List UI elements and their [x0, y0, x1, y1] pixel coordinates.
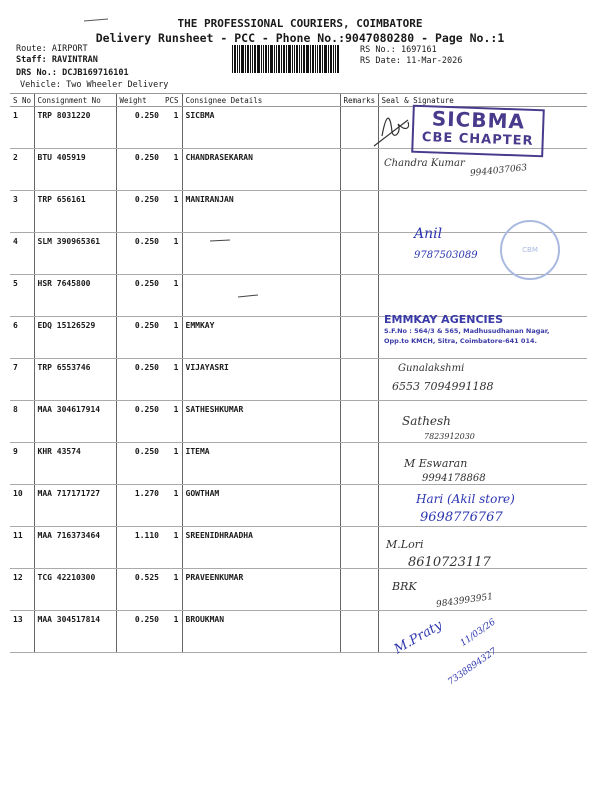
- barcode-bar: [299, 45, 300, 73]
- cell-pcs: 1: [162, 527, 182, 569]
- barcode-bar: [315, 45, 316, 73]
- barcode-bar: [261, 45, 262, 73]
- signature-row4-name: Anil: [414, 226, 443, 242]
- cell-consignment-no: TRP 656161: [34, 191, 116, 233]
- dash-mark-row5: [228, 292, 268, 302]
- cell-consignment-no: MAA 304617914: [34, 401, 116, 443]
- signature-row9-phone: 9994178868: [422, 473, 486, 484]
- rs-date-field: [360, 56, 462, 66]
- cell-consignment-no: EDQ 15126529: [34, 317, 116, 359]
- cell-sno: 5: [10, 275, 34, 317]
- table-row: [10, 569, 587, 611]
- sicbma-stamp: [411, 105, 545, 158]
- cell-weight: 0.250: [116, 317, 162, 359]
- dash-mark-top: [82, 16, 112, 24]
- barcode-bar: [328, 45, 329, 73]
- cell-weight: 0.250: [116, 107, 162, 149]
- sicbma-stamp-line2: CBE CHAPTER: [421, 130, 534, 149]
- cell-pcs: 1: [162, 275, 182, 317]
- barcode-bar: [322, 45, 323, 73]
- cell-weight: 0.250: [116, 275, 162, 317]
- cell-consignment-no: TCG 42210300: [34, 569, 116, 611]
- emmkay-stamp: [384, 313, 550, 346]
- vehicle-field: [20, 80, 168, 90]
- emmkay-stamp-name: EMMKAY AGENCIES: [384, 313, 504, 326]
- barcode-bar: [254, 45, 256, 73]
- runsheet-subtitle: Delivery Runsheet - PCC - Phone No.:9047080280 - Page No.:1: [95, 31, 505, 45]
- cell-consignee: BROUKMAN: [182, 611, 340, 653]
- cell-consignment-no: KHR 43574: [34, 443, 116, 485]
- runsheet-table: [10, 93, 587, 653]
- table-row: [10, 359, 587, 401]
- vehicle-label: Vehicle:: [20, 80, 61, 90]
- cell-pcs: 1: [162, 107, 182, 149]
- cell-consignment-no: BTU 405919: [34, 149, 116, 191]
- cell-remarks: [340, 485, 378, 527]
- cell-sno: 10: [10, 485, 34, 527]
- cell-consignee: PRAVEENKUMAR: [182, 569, 340, 611]
- cell-sno: 4: [10, 233, 34, 275]
- barcode-bar: [310, 45, 311, 73]
- signature-row1-scribble: [370, 104, 414, 150]
- signature-row13-phone: 7338894327: [446, 646, 499, 688]
- barcode-bar: [276, 45, 277, 73]
- cell-remarks: [340, 527, 378, 569]
- cell-remarks: [340, 443, 378, 485]
- col-pcs: PCS: [162, 94, 182, 107]
- staff-field: [16, 55, 98, 65]
- cell-consignee: SREENIDHRAADHA: [182, 527, 340, 569]
- rs-no-label: RS No.:: [360, 45, 396, 55]
- vehicle-value: Two Wheeler Delivery: [66, 80, 169, 90]
- barcode-bar: [294, 45, 295, 73]
- table-row: [10, 275, 587, 317]
- rs-date-value: 11-Mar-2026: [406, 56, 463, 66]
- route-label: Route:: [16, 44, 47, 54]
- signature-row12-name: BRK: [392, 580, 417, 593]
- cell-sno: 9: [10, 443, 34, 485]
- barcode-bar: [247, 45, 249, 73]
- emmkay-stamp-address2: Opp.to KMCH, Sitra, Coimbatore-641 014.: [384, 337, 537, 345]
- signature-row10-name: Hari (Akil store): [416, 492, 515, 506]
- cell-remarks: [340, 191, 378, 233]
- cell-pcs: 1: [162, 611, 182, 653]
- barcode-bar: [263, 45, 264, 73]
- cell-weight: 0.525: [116, 569, 162, 611]
- cell-weight: 0.250: [116, 149, 162, 191]
- cell-consignment-no: TRP 6553746: [34, 359, 116, 401]
- cell-pcs: 1: [162, 191, 182, 233]
- cell-remarks: [340, 233, 378, 275]
- barcode-bar: [232, 45, 233, 73]
- barcode-bar: [278, 45, 280, 73]
- barcode-bar: [286, 45, 287, 73]
- barcode-bar: [250, 45, 251, 73]
- barcode-bar: [283, 45, 285, 73]
- table-row: [10, 527, 587, 569]
- cell-pcs: 1: [162, 317, 182, 359]
- cell-pcs: 1: [162, 233, 182, 275]
- barcode-bar: [312, 45, 314, 73]
- cell-consignment-no: SLM 390965361: [34, 233, 116, 275]
- barcode-bar: [274, 45, 275, 73]
- barcode-bar: [268, 45, 269, 73]
- barcode-bar: [306, 45, 309, 73]
- cell-sno: 1: [10, 107, 34, 149]
- cell-consignment-no: HSR 7645800: [34, 275, 116, 317]
- col-seal-signature: Seal & Signature: [378, 94, 587, 107]
- signature-row9-name: M Eswaran: [404, 457, 468, 470]
- barcode-bar: [335, 45, 336, 73]
- sicbma-stamp-line1: SICBMA: [431, 106, 526, 134]
- signature-row8-phone: 7823912030: [424, 432, 475, 441]
- signature-row13-name: M.Praty: [391, 617, 445, 658]
- circular-seal-stamp: CBM: [500, 220, 560, 280]
- cell-consignee: ITEMA: [182, 443, 340, 485]
- table-row: [10, 191, 587, 233]
- cell-sno: 3: [10, 191, 34, 233]
- table-row: [10, 611, 587, 653]
- barcode-bar: [292, 45, 293, 73]
- cell-weight: 1.110: [116, 527, 162, 569]
- barcode-bar: [252, 45, 253, 73]
- barcode-bar: [288, 45, 291, 73]
- barcode-bar: [265, 45, 267, 73]
- cell-sno: 7: [10, 359, 34, 401]
- rs-date-label: RS Date:: [360, 56, 401, 66]
- table-row: [10, 443, 587, 485]
- cell-remarks: [340, 569, 378, 611]
- cell-consignee: EMMKAY: [182, 317, 340, 359]
- staff-label: Staff:: [16, 55, 47, 65]
- table-row: [10, 401, 587, 443]
- cell-consignment-no: MAA 304517814: [34, 611, 116, 653]
- cell-pcs: 1: [162, 569, 182, 611]
- barcode-icon: [232, 45, 358, 73]
- barcode-bar: [319, 45, 321, 73]
- cell-consignee: MANIRANJAN: [182, 191, 340, 233]
- cell-remarks: [340, 401, 378, 443]
- col-remarks: Remarks: [340, 94, 378, 107]
- barcode-bar: [303, 45, 305, 73]
- cell-pcs: 1: [162, 443, 182, 485]
- rs-no-value: 1697161: [400, 45, 437, 55]
- cell-remarks: [340, 611, 378, 653]
- barcode-bar: [333, 45, 334, 73]
- cell-remarks: [340, 149, 378, 191]
- signature-row2-phone: 9944037063: [469, 163, 528, 179]
- col-sno: S No: [10, 94, 34, 107]
- barcode-bar: [317, 45, 318, 73]
- cell-consignee: SATHESHKUMAR: [182, 401, 340, 443]
- signature-row4-phone: 9787503089: [414, 250, 478, 261]
- company-title: THE PROFESSIONAL COURIERS, COIMBATORE: [177, 17, 423, 30]
- barcode-bar: [330, 45, 332, 73]
- signature-row11-name: M.Lori: [386, 538, 424, 551]
- barcode-bar: [245, 45, 246, 73]
- barcode-bar: [296, 45, 298, 73]
- barcode-bar: [301, 45, 302, 73]
- cell-sno: 2: [10, 149, 34, 191]
- barcode-bar: [324, 45, 327, 73]
- cell-pcs: 1: [162, 149, 182, 191]
- cell-pcs: 1: [162, 485, 182, 527]
- cell-consignee: GOWTHAM: [182, 485, 340, 527]
- drs-value: DCJB169716101: [62, 68, 129, 78]
- barcode-bar: [239, 45, 240, 73]
- cell-sno: 6: [10, 317, 34, 359]
- drs-label: DRS No.:: [16, 68, 57, 78]
- cell-seal-signature: [378, 191, 587, 233]
- col-weight: Weight: [116, 94, 162, 107]
- cell-weight: 0.250: [116, 443, 162, 485]
- cell-consignment-no: TRP 8031220: [34, 107, 116, 149]
- cell-consignment-no: MAA 717171727: [34, 485, 116, 527]
- cell-remarks: [340, 359, 378, 401]
- cell-sno: 8: [10, 401, 34, 443]
- signature-row7-phone: 6553 7094991188: [392, 380, 494, 393]
- cell-weight: 0.250: [116, 611, 162, 653]
- cell-sno: 11: [10, 527, 34, 569]
- cell-remarks: [340, 317, 378, 359]
- cell-weight: 0.250: [116, 401, 162, 443]
- cell-sno: 13: [10, 611, 34, 653]
- emmkay-stamp-address1: S.F.No : 564/3 & 565, Madhusudhanan Nagar,: [384, 327, 550, 335]
- dash-mark-row4: [200, 236, 240, 246]
- barcode-bar: [234, 45, 236, 73]
- cell-weight: 0.250: [116, 233, 162, 275]
- cell-pcs: 1: [162, 401, 182, 443]
- signature-row10-phone: 9698776767: [420, 510, 503, 525]
- signature-row8-name: Sathesh: [402, 414, 451, 428]
- barcode-bar: [257, 45, 260, 73]
- barcode-bar: [281, 45, 282, 73]
- cell-weight: 0.250: [116, 191, 162, 233]
- route-field: [16, 44, 88, 54]
- signature-row13-date: 11/03/26: [458, 617, 498, 649]
- barcode-bar: [237, 45, 238, 73]
- table-header-row: [10, 94, 587, 107]
- cell-consignee: SICBMA: [182, 107, 340, 149]
- signature-row2-name: Chandra Kumar: [384, 158, 465, 169]
- signature-row7-name: Gunalakshmi: [398, 363, 465, 374]
- signature-row12-phone: 9843993951: [435, 592, 494, 610]
- barcode-bar: [270, 45, 273, 73]
- barcode-bar: [241, 45, 244, 73]
- cell-consignee: VIJAYASRI: [182, 359, 340, 401]
- staff-value: RAVINTRAN: [51, 55, 98, 65]
- cell-weight: 0.250: [116, 359, 162, 401]
- cell-sno: 12: [10, 569, 34, 611]
- cell-weight: 1.270: [116, 485, 162, 527]
- cell-remarks: [340, 275, 378, 317]
- cell-pcs: 1: [162, 359, 182, 401]
- barcode-bar: [337, 45, 339, 73]
- col-consignment: Consignment No: [34, 94, 116, 107]
- rs-no-field: [360, 45, 437, 55]
- cell-seal-signature: [378, 275, 587, 317]
- cell-consignment-no: MAA 716373464: [34, 527, 116, 569]
- cell-consignee: CHANDRASEKARAN: [182, 149, 340, 191]
- drs-field: [16, 68, 129, 78]
- signature-row11-phone: 8610723117: [408, 555, 491, 570]
- route-value: AIRPORT: [51, 44, 88, 54]
- col-consignee: Consignee Details: [182, 94, 340, 107]
